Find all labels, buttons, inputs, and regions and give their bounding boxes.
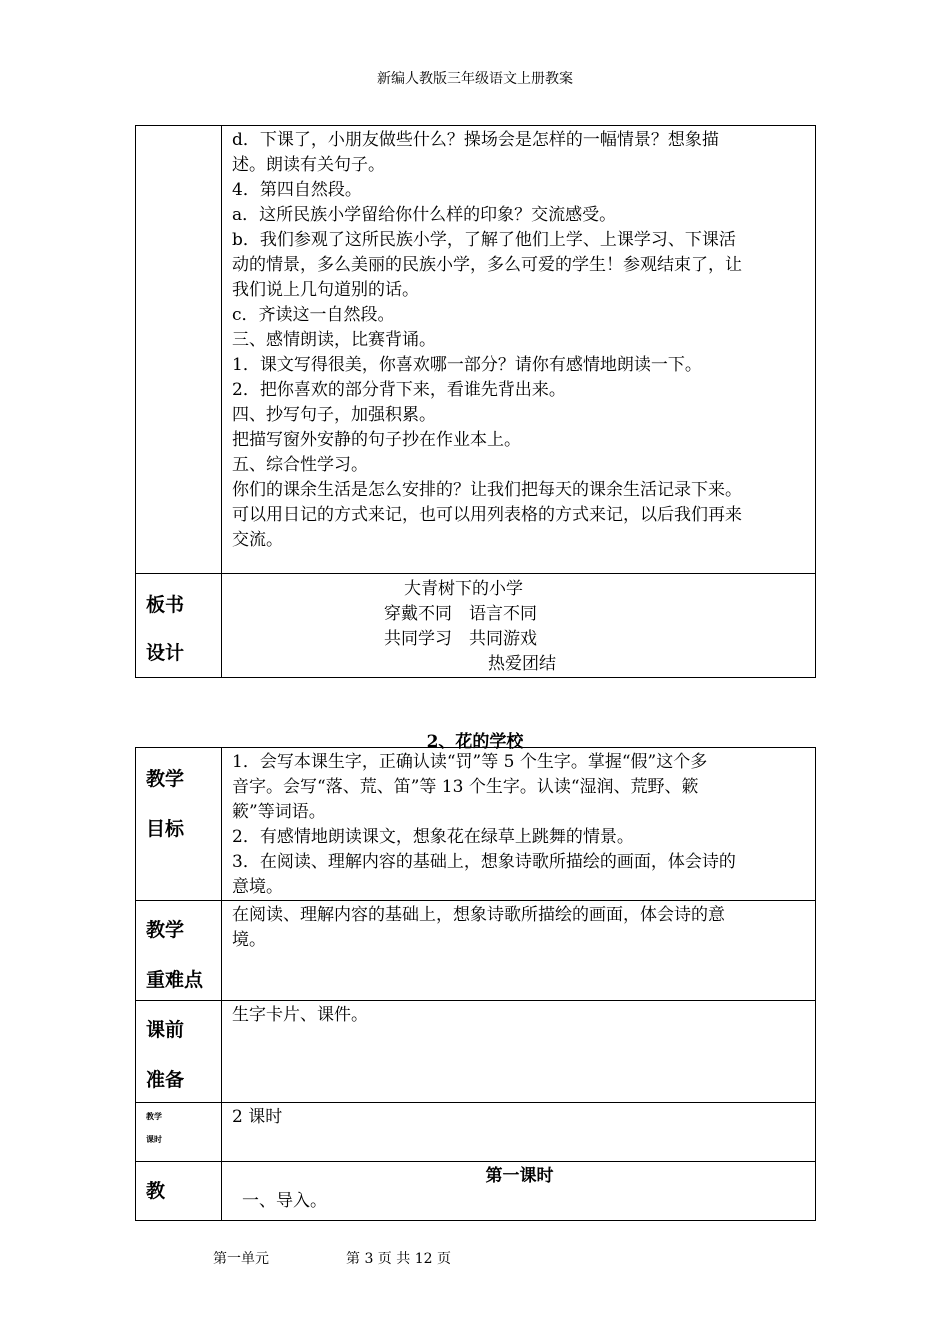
goal-line: 2．有感情地朗读课文，想象花在绿草上跳舞的情景。 [232, 827, 634, 847]
content-line: 4．第四自然段。 [232, 180, 362, 200]
content-line: 1．课文写得很美，你喜欢哪一部分？请你有感情地朗读一下。 [232, 355, 702, 375]
goals-label-cell [136, 748, 222, 901]
board-line-4: 热爱团结 [488, 654, 556, 674]
process-first-step: 一、导入。 [242, 1191, 327, 1211]
page-footer [213, 1248, 451, 1268]
board-line-1: 大青树下的小学 [404, 579, 523, 599]
focus-label-line-1: 教学 [146, 919, 185, 941]
empty-label-cell [136, 126, 222, 574]
board-line-2: 穿戴不同 语言不同 [384, 604, 537, 624]
goals-content-cell [222, 748, 816, 901]
content-line: d．下课了，小朋友做些什么？操场会是怎样的一幅情景？想象描 [232, 130, 719, 150]
lesson-plan-table-2 [135, 747, 816, 1221]
content-line: 我们说上几句道别的话。 [232, 280, 419, 300]
board-design-label-cell [136, 574, 222, 678]
board-label-line-1: 板书 [146, 594, 185, 616]
focus-line: 在阅读、理解内容的基础上，想象诗歌所描绘的画面，体会诗的意 [232, 905, 725, 925]
focus-label-line-2: 重难点 [146, 969, 204, 991]
content-line: 你们的课余生活是怎么安排的？让我们把每天的课余生活记录下来。 [232, 480, 742, 500]
prep-label-cell [136, 1001, 222, 1103]
hours-label-line-1: 教学 [146, 1111, 162, 1121]
content-line: b．我们参观了这所民族小学，了解了他们上学、上课学习、下课活 [232, 230, 736, 250]
content-line: 五、综合性学习。 [232, 455, 368, 475]
process-label-cell [136, 1162, 222, 1221]
process-content-cell [222, 1162, 816, 1221]
goal-line: 3．在阅读、理解内容的基础上，想象诗歌所描绘的画面，体会诗的 [232, 852, 736, 872]
goals-label-line-2: 目标 [146, 818, 185, 840]
hours-text: 2 课时 [232, 1107, 283, 1127]
content-line: 可以用日记的方式来记，也可以用列表格的方式来记，以后我们再来 [232, 505, 742, 525]
lesson-title: 2、花的学校 [426, 732, 524, 752]
process-title: 第一课时 [485, 1166, 554, 1186]
focus-label-cell [136, 901, 222, 1001]
content-line: 三、感情朗读，比赛背诵。 [232, 330, 436, 350]
content-line: 交流。 [232, 530, 283, 550]
content-line: 动的情景，多么美丽的民族小学，多么可爱的学生！参观结束了，让 [232, 255, 742, 275]
prep-label-line-2: 准备 [146, 1069, 185, 1091]
focus-content-cell [222, 901, 816, 1001]
focus-line: 境。 [232, 930, 266, 950]
content-line: a．这所民族小学留给你什么样的印象？交流感受。 [232, 205, 617, 225]
goal-line: 1．会写本课生字，正确认读“罚”等 5 个生字。掌握“假”这个多 [232, 752, 708, 772]
goal-line: 音字。会写“落、荒、笛”等 13 个生字。认读“湿润、荒野、簌 [232, 777, 699, 797]
prep-label-line-1: 课前 [146, 1019, 185, 1041]
page-header: 新编人教版三年级语文上册教案 [377, 71, 573, 87]
content-line: 四、抄写句子，加强积累。 [232, 405, 436, 425]
hours-content-cell [222, 1103, 816, 1162]
hours-label-cell [136, 1103, 222, 1162]
process-label: 教 [146, 1180, 166, 1202]
content-line: 把描写窗外安静的句子抄在作业本上。 [232, 430, 521, 450]
lesson-plan-table-1 [135, 125, 816, 678]
content-line: 2．把你喜欢的部分背下来，看谁先背出来。 [232, 380, 566, 400]
goal-line: 意境。 [232, 877, 283, 897]
hours-label-line-2: 课时 [146, 1134, 162, 1144]
content-line: 述。朗读有关句子。 [232, 155, 385, 175]
prep-content-cell [222, 1001, 816, 1103]
goal-line: 簌”等词语。 [232, 802, 326, 822]
board-line-3: 共同学习 共同游戏 [384, 629, 537, 649]
footer-page-number: 第 3 页 共 12 页 [346, 1251, 451, 1267]
goals-label-line-1: 教学 [146, 768, 185, 790]
prep-text: 生字卡片、课件。 [232, 1005, 368, 1025]
procedure-content-cell [222, 126, 816, 574]
content-line: c．齐读这一自然段。 [232, 305, 395, 325]
footer-unit: 第一单元 [213, 1251, 269, 1267]
board-label-line-2: 设计 [146, 642, 185, 664]
board-design-content-cell [222, 574, 816, 678]
